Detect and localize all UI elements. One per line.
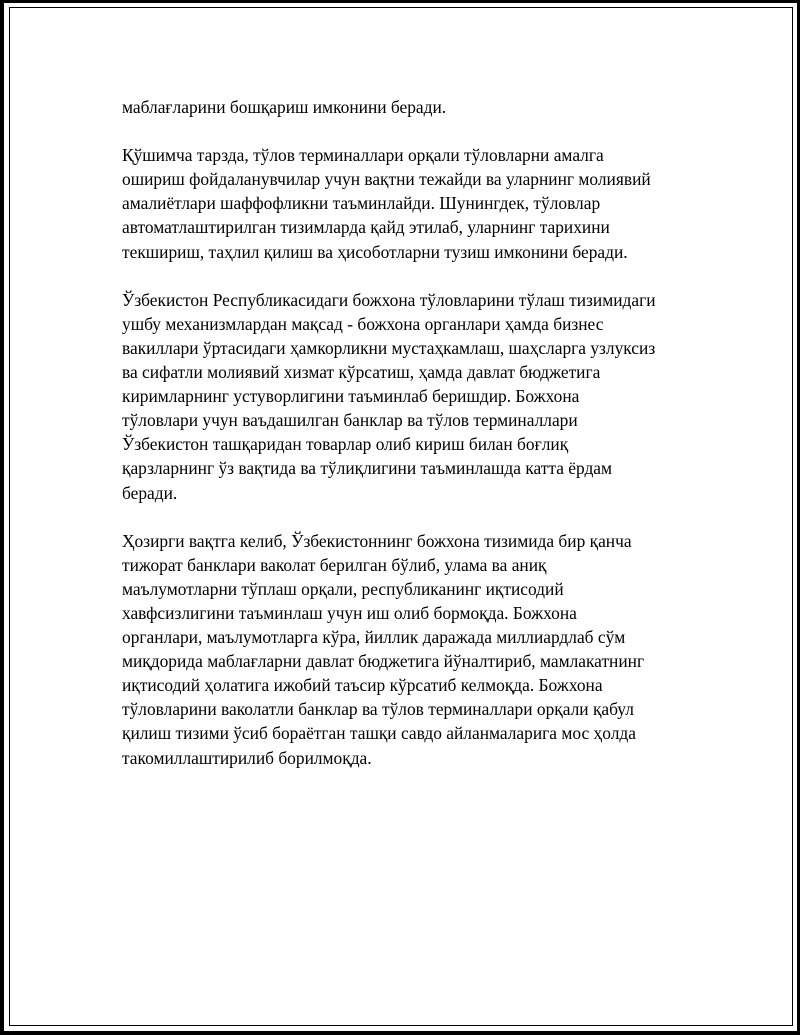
text-line: ошириш фойдаланувчилар учун вақтни тежайди ва уларнинг молиявий: [122, 169, 651, 190]
text-line: хавфсизлигини таъминлаш учун иш олиб бормоқда. Божхона: [122, 602, 577, 623]
text-line: автоматлаштирилган тизимларда қайд этилаб, уларнинг тарихини: [122, 217, 610, 238]
paragraph-4: [122, 529, 682, 770]
paragraph-2: [122, 143, 682, 263]
document-body: [122, 95, 682, 770]
text-line: қарзларнинг ўз вақтида ва тўлиқлигини таъминлашда катта ёрдам: [122, 458, 613, 479]
paragraph-gap: [122, 505, 682, 529]
text-line: иқтисодий ҳолатига ижобий таъсир кўрсатиб келмоқда. Божхона: [122, 675, 603, 696]
paragraph-3: [122, 288, 682, 505]
text-line: Ўзбекистон ташқаридан товарлар олиб кириш билан боғлиқ: [122, 434, 569, 455]
text-line: маълумотларни тўплаш орқали, республиканинг иқтисодий: [122, 578, 564, 599]
text-line: ва сифатли молиявий хизмат кўрсатиш, ҳамда давлат бюджетига: [122, 362, 601, 383]
paragraph-1: [122, 95, 682, 119]
text-line: киримларнинг устуворлигини таъминлаб беришдир. Божхона: [122, 386, 580, 407]
text-line: Ҳозирги вақтга келиб, Ўзбекистоннинг божхона тизимида бир қанча: [122, 530, 632, 551]
text-line: текшириш, таҳлил қилиш ва ҳисоботларни тузиш имконини беради.: [122, 241, 628, 262]
text-line: қилиш тизими ўсиб бораётган ташқи савдо айланмаларига мос ҳолда: [122, 723, 636, 744]
text-line: миқдорида маблағларни давлат бюджетига йўналтириб, мамлакатнинг: [122, 651, 645, 672]
text-line: тўловлари учун ваъдашилган банклар ва тўлов терминаллари: [122, 410, 578, 431]
text-line: такомиллаштирилиб борилмоқда.: [122, 747, 372, 768]
text-line: тўловларини ваколатли банклар ва тўлов терминаллари орқали қабул: [122, 699, 634, 720]
text-line: амалиётлари шаффофликни таъминлайди. Шунингдек, тўловлар: [122, 193, 601, 214]
paragraph-gap: [122, 264, 682, 288]
paragraph-gap: [122, 119, 682, 143]
text-line: органлари, маълумотларга кўра, йиллик даражада миллиардлаб сўм: [122, 627, 626, 648]
text-line: тижорат банклари ваколат берилган бўлиб, улама ва аниқ: [122, 554, 547, 575]
text-line: беради.: [122, 482, 178, 503]
text-line: вакиллари ўртасидаги ҳамкорликни мустаҳкамлаш, шаҳсларга узлуксиз: [122, 337, 656, 358]
text-line: Қўшимча тарзда, тўлов терминаллари орқали тўловларни амалга: [122, 145, 604, 166]
text-line: ушбу механизмлардан мақсад - божхона органлари ҳамда бизнес: [122, 313, 604, 334]
text-line: Ўзбекистон Республикасидаги божхона тўловларини тўлаш тизимидаги: [122, 289, 656, 310]
text-line: маблағларини бошқариш имконини беради.: [122, 97, 447, 117]
